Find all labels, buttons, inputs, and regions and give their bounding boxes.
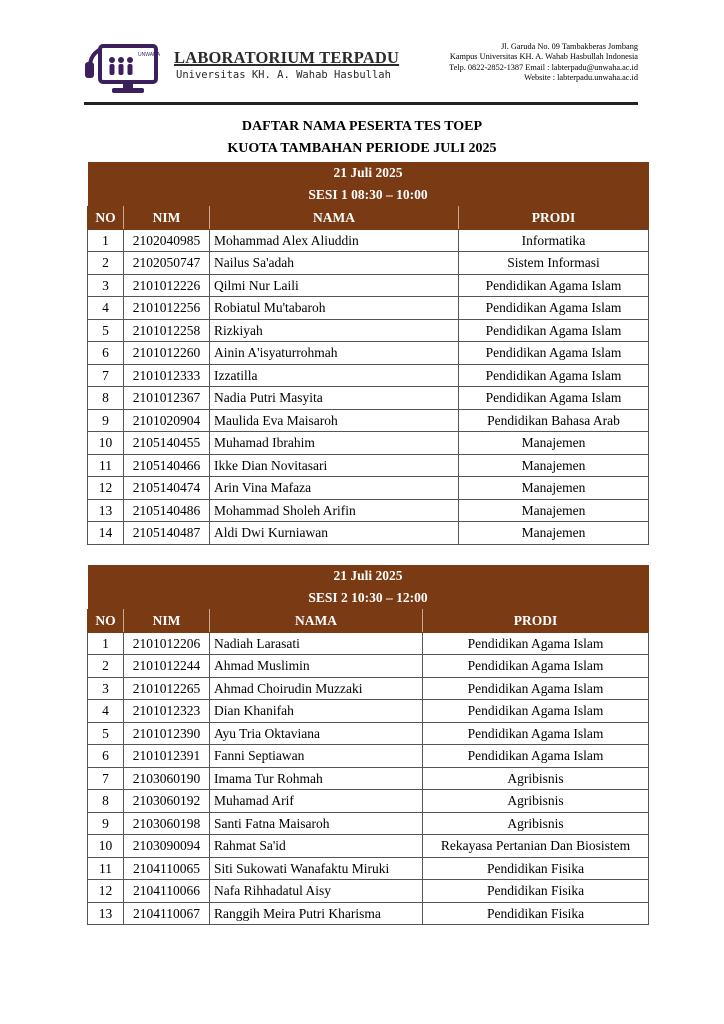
cell-prodi: Manajemen	[459, 477, 649, 500]
address-line: Website : labterpadu.unwaha.ac.id	[524, 73, 638, 83]
address-block	[449, 42, 638, 84]
cell-nama: Nadia Putri Masyita	[210, 387, 459, 410]
address-line: Jl. Garuda No. 09 Tambakberas Jombang	[501, 42, 638, 51]
column-header-nama: NAMA	[210, 207, 459, 230]
column-header-prodi: PRODI	[459, 207, 649, 230]
cell-nim: 2101012258	[124, 319, 210, 342]
cell-prodi: Pendidikan Agama Islam	[423, 655, 649, 678]
cell-no: 14	[88, 522, 124, 545]
cell-prodi: Agribisnis	[423, 790, 649, 813]
cell-prodi: Pendidikan Agama Islam	[459, 297, 649, 320]
column-header-nim: NIM	[124, 610, 210, 633]
column-header-no: NO	[88, 207, 124, 230]
table-row	[88, 229, 649, 252]
address-line: Kampus Universitas KH. A. Wahab Hasbullah Indonesia	[449, 52, 638, 62]
table-row	[88, 745, 649, 768]
column-header-nim: NIM	[124, 207, 210, 230]
cell-nim: 2101012391	[124, 745, 210, 768]
table-row	[88, 454, 649, 477]
session-time: SESI 1 08:30 – 10:00	[88, 184, 649, 207]
table-row	[88, 477, 649, 500]
column-header-no: NO	[88, 610, 124, 633]
cell-nama: Arin Vina Mafaza	[210, 477, 459, 500]
cell-no: 10	[88, 432, 124, 455]
document-title: DAFTAR NAMA PESERTA TES TOEP	[241, 119, 483, 134]
table-row	[88, 857, 649, 880]
cell-prodi: Pendidikan Agama Islam	[423, 745, 649, 768]
cell-no: 11	[88, 454, 124, 477]
session-2-table	[87, 565, 649, 925]
cell-nim: 2105140455	[124, 432, 210, 455]
cell-no: 2	[88, 252, 124, 275]
cell-nim: 2101012323	[124, 700, 210, 723]
cell-nama: Muhamad Arif	[210, 790, 423, 813]
table-row	[88, 274, 649, 297]
cell-prodi: Informatika	[459, 229, 649, 252]
cell-nama: Fanni Septiawan	[210, 745, 423, 768]
address-line: Telp. 0822-2852-1387 Email : labterpadu@unwaha.ac.id	[449, 62, 638, 72]
cell-no: 13	[88, 902, 124, 925]
letterhead	[84, 36, 638, 106]
cell-nim: 2101012244	[124, 655, 210, 678]
table-row	[88, 880, 649, 903]
cell-prodi: Manajemen	[459, 454, 649, 477]
cell-prodi: Pendidikan Agama Islam	[459, 342, 649, 365]
cell-nim: 2103060198	[124, 812, 210, 835]
table-row	[88, 655, 649, 678]
cell-nim: 2102040985	[124, 229, 210, 252]
session-date: 21 Juli 2025	[88, 565, 649, 587]
cell-nama: Ahmad Choirudin Muzzaki	[210, 677, 423, 700]
cell-prodi: Pendidikan Agama Islam	[459, 364, 649, 387]
cell-nim: 2101020904	[124, 409, 210, 432]
cell-nama: Imama Tur Rohmah	[210, 767, 423, 790]
cell-prodi: Agribisnis	[423, 812, 649, 835]
table-row	[88, 700, 649, 723]
cell-nama: Ainin A'isyaturrohmah	[210, 342, 459, 365]
cell-no: 6	[88, 745, 124, 768]
cell-prodi: Sistem Informasi	[459, 252, 649, 275]
cell-nim: 2101012256	[124, 297, 210, 320]
cell-prodi: Pendidikan Agama Islam	[459, 319, 649, 342]
cell-nama: Rizkiyah	[210, 319, 459, 342]
cell-no: 8	[88, 790, 124, 813]
document-subtitle: KUOTA TAMBAHAN PERIODE JULI 2025	[227, 141, 497, 156]
cell-no: 3	[88, 677, 124, 700]
table-row	[88, 632, 649, 655]
letterhead-divider	[84, 102, 638, 105]
table-row	[88, 812, 649, 835]
logo-text: UNWAHA	[138, 52, 161, 58]
cell-nim: 2101012390	[124, 722, 210, 745]
cell-nama: Nailus Sa'adah	[210, 252, 459, 275]
cell-prodi: Manajemen	[459, 522, 649, 545]
cell-nim: 2104110065	[124, 857, 210, 880]
cell-nim: 2105140486	[124, 499, 210, 522]
cell-prodi: Agribisnis	[423, 767, 649, 790]
cell-prodi: Pendidikan Fisika	[423, 857, 649, 880]
cell-nim: 2103090094	[124, 835, 210, 858]
table-row	[88, 722, 649, 745]
lab-title: LABORATORIUM TERPADU	[174, 48, 400, 67]
table-row	[88, 342, 649, 365]
cell-no: 5	[88, 319, 124, 342]
cell-nim: 2105140487	[124, 522, 210, 545]
cell-nama: Santi Fatna Maisaroh	[210, 812, 423, 835]
cell-nim: 2101012226	[124, 274, 210, 297]
cell-prodi: Pendidikan Bahasa Arab	[459, 409, 649, 432]
cell-nama: Ikke Dian Novitasari	[210, 454, 459, 477]
cell-no: 9	[88, 812, 124, 835]
cell-prodi: Pendidikan Agama Islam	[423, 700, 649, 723]
cell-nim: 2104110067	[124, 902, 210, 925]
session-date: 21 Juli 2025	[88, 162, 649, 184]
cell-prodi: Pendidikan Agama Islam	[423, 632, 649, 655]
cell-nama: Nafa Rihhadatul Aisy	[210, 880, 423, 903]
cell-no: 1	[88, 632, 124, 655]
cell-prodi: Pendidikan Agama Islam	[423, 677, 649, 700]
cell-nama: Rahmat Sa'id	[210, 835, 423, 858]
column-header-nama: NAMA	[210, 610, 423, 633]
table-row	[88, 677, 649, 700]
cell-nama: Dian Khanifah	[210, 700, 423, 723]
cell-nim: 2102050747	[124, 252, 210, 275]
table-row	[88, 790, 649, 813]
table-row	[88, 902, 649, 925]
cell-nim: 2103060190	[124, 767, 210, 790]
cell-nim: 2101012333	[124, 364, 210, 387]
cell-nama: Nadiah Larasati	[210, 632, 423, 655]
cell-no: 1	[88, 229, 124, 252]
table-row	[88, 297, 649, 320]
cell-nim: 2101012265	[124, 677, 210, 700]
cell-nim: 2103060192	[124, 790, 210, 813]
cell-no: 12	[88, 880, 124, 903]
table-row	[88, 835, 649, 858]
cell-nim: 2104110066	[124, 880, 210, 903]
cell-nim: 2105140466	[124, 454, 210, 477]
cell-nama: Muhamad Ibrahim	[210, 432, 459, 455]
lab-logo-icon	[84, 36, 166, 96]
cell-nama: Maulida Eva Maisaroh	[210, 409, 459, 432]
cell-prodi: Rekayasa Pertanian Dan Biosistem	[423, 835, 649, 858]
cell-prodi: Manajemen	[459, 432, 649, 455]
cell-prodi: Pendidikan Agama Islam	[459, 274, 649, 297]
table-row	[88, 387, 649, 410]
cell-no: 7	[88, 767, 124, 790]
cell-nama: Izzatilla	[210, 364, 459, 387]
cell-nama: Qilmi Nur Laili	[210, 274, 459, 297]
cell-no: 13	[88, 499, 124, 522]
cell-no: 7	[88, 364, 124, 387]
cell-nama: Siti Sukowati Wanafaktu Miruki	[210, 857, 423, 880]
cell-nama: Ahmad Muslimin	[210, 655, 423, 678]
cell-prodi: Pendidikan Fisika	[423, 902, 649, 925]
table-row	[88, 432, 649, 455]
cell-nama: Robiatul Mu'tabaroh	[210, 297, 459, 320]
table-row	[88, 522, 649, 545]
cell-nama: Ayu Tria Oktaviana	[210, 722, 423, 745]
column-header-prodi: PRODI	[423, 610, 649, 633]
cell-no: 2	[88, 655, 124, 678]
cell-prodi: Pendidikan Agama Islam	[459, 387, 649, 410]
cell-no: 3	[88, 274, 124, 297]
cell-nim: 2101012206	[124, 632, 210, 655]
table-row	[88, 364, 649, 387]
session-time: SESI 2 10:30 – 12:00	[88, 587, 649, 610]
cell-nim: 2105140474	[124, 477, 210, 500]
cell-no: 10	[88, 835, 124, 858]
cell-no: 5	[88, 722, 124, 745]
table-row	[88, 499, 649, 522]
table-row	[88, 409, 649, 432]
lab-subtitle: Universitas KH. A. Wahab Hasbullah	[176, 69, 391, 81]
cell-nama: Mohammad Alex Aliuddin	[210, 229, 459, 252]
cell-nama: Mohammad Sholeh Arifin	[210, 499, 459, 522]
cell-prodi: Pendidikan Agama Islam	[423, 722, 649, 745]
session-1-table	[87, 162, 649, 545]
table-row	[88, 252, 649, 275]
cell-no: 4	[88, 700, 124, 723]
cell-no: 9	[88, 409, 124, 432]
cell-nama: Ranggih Meira Putri Kharisma	[210, 902, 423, 925]
cell-nim: 2101012367	[124, 387, 210, 410]
cell-nim: 2101012260	[124, 342, 210, 365]
cell-no: 4	[88, 297, 124, 320]
cell-prodi: Pendidikan Fisika	[423, 880, 649, 903]
table-row	[88, 767, 649, 790]
cell-nama: Aldi Dwi Kurniawan	[210, 522, 459, 545]
table-row	[88, 319, 649, 342]
cell-no: 6	[88, 342, 124, 365]
cell-no: 11	[88, 857, 124, 880]
cell-no: 12	[88, 477, 124, 500]
cell-prodi: Manajemen	[459, 499, 649, 522]
cell-no: 8	[88, 387, 124, 410]
